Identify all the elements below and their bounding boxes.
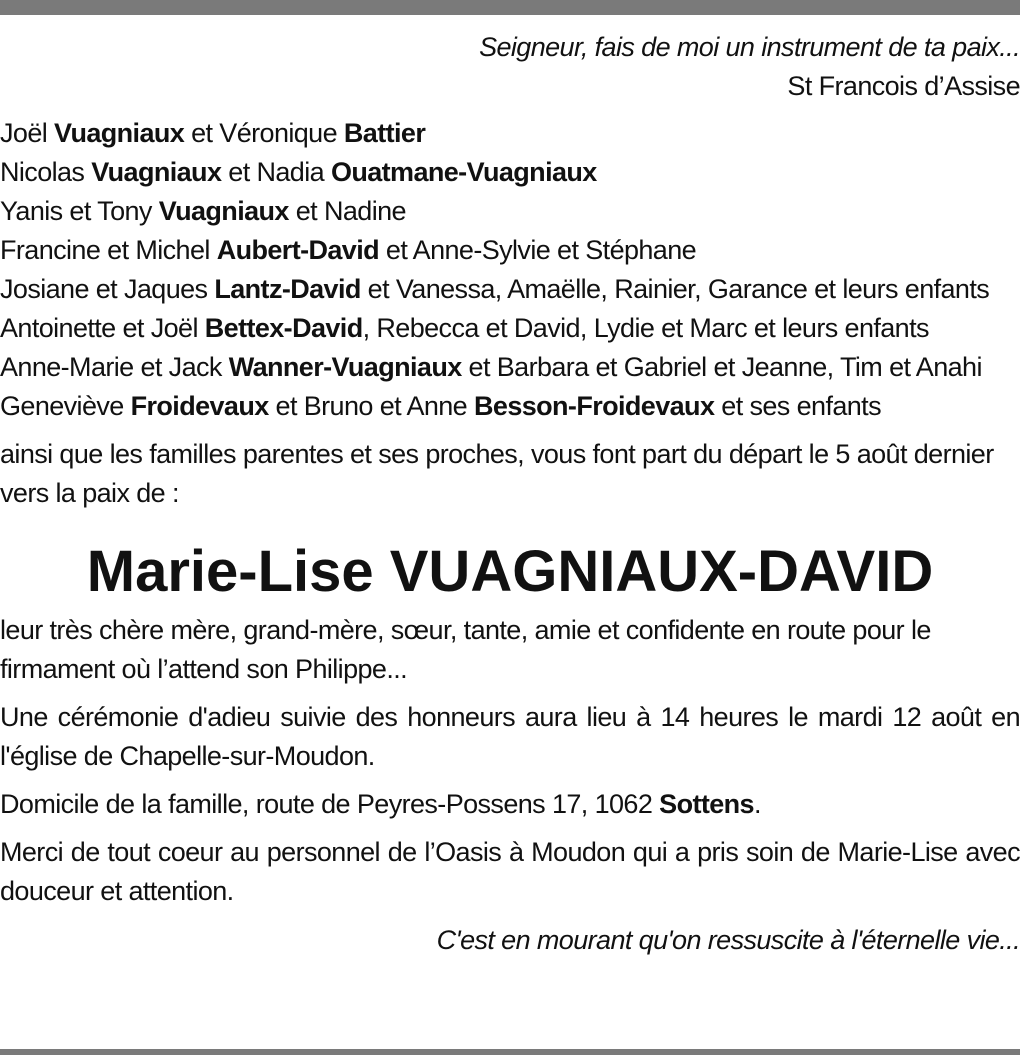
deceased-name: Marie-Lise VUAGNIAUX-DAVID xyxy=(86,539,934,604)
family-surname: Besson-Froidevaux xyxy=(474,391,715,421)
family-surname: Bettex-David xyxy=(204,313,363,343)
family-surname: Vuagniaux xyxy=(54,118,185,148)
ceremony-paragraph: Une cérémonie d'adieu suivie des honneurs aura lieu à 14 heures le mardi 12 août en l'église de Chapelle-sur-Moudon. xyxy=(0,702,1020,771)
domicile-end: . xyxy=(753,789,761,819)
family-surname: Battier xyxy=(343,118,426,148)
family-text: et Véronique xyxy=(184,118,344,148)
family-surname: Ouatmane-Vuagniaux xyxy=(330,157,597,187)
family-line xyxy=(0,309,1020,348)
obituary-notice xyxy=(0,28,1020,960)
family-surname: Froidevaux xyxy=(130,391,269,421)
epigraph-author: St Francois d’Assise xyxy=(787,71,1020,101)
domicile-town: Sottens xyxy=(659,789,754,819)
bottom-border xyxy=(0,1049,1020,1055)
top-border xyxy=(0,0,1020,15)
thanks-paragraph: Merci de tout coeur au personnel de l’Oasis à Moudon qui a pris soin de Marie-Lise avec douceur et attention. xyxy=(0,837,1020,906)
family-text: et Nadia xyxy=(221,157,331,187)
family-surname: Vuagniaux xyxy=(158,196,289,226)
family-text: Joël xyxy=(0,118,55,148)
family-surname: Wanner-Vuagniaux xyxy=(228,352,462,382)
family-text: Antoinette et Joël xyxy=(0,313,205,343)
family-text: et ses enfants xyxy=(714,391,881,421)
family-text: et Anne-Sylvie et Stéphane xyxy=(379,235,697,265)
family-text: Josiane et Jaques xyxy=(0,274,215,304)
family-text: Francine et Michel xyxy=(0,235,217,265)
family-text: et Bruno et Anne xyxy=(268,391,474,421)
family-text: Yanis et Tony xyxy=(0,196,159,226)
family-line xyxy=(0,231,1020,270)
domicile-text: Domicile de la famille, route de Peyres-Possens 17, 1062 xyxy=(0,789,660,819)
family-line xyxy=(0,192,1020,231)
epigraph-quote: Seigneur, fais de moi un instrument de ta paix... xyxy=(479,32,1020,62)
family-text: Nicolas xyxy=(0,157,92,187)
family-list xyxy=(0,114,1020,426)
family-line xyxy=(0,114,1020,153)
family-text: Geneviève xyxy=(0,391,131,421)
family-surname: Vuagniaux xyxy=(91,157,222,187)
family-text: Anne-Marie et Jack xyxy=(0,352,229,382)
family-line xyxy=(0,387,1020,426)
family-line xyxy=(0,348,1020,387)
closing-quote: C'est en mourant qu'on ressuscite à l'éternelle vie... xyxy=(436,925,1020,955)
description-paragraph: leur très chère mère, grand-mère, sœur, tante, amie et confidente en route pour le firmament où l’attend son Philippe... xyxy=(0,615,931,684)
intro-paragraph: ainsi que les familles parentes et ses proches, vous font part du départ le 5 août dernier vers la paix de : xyxy=(0,439,994,508)
domicile-paragraph xyxy=(0,785,1020,824)
family-line xyxy=(0,270,1020,309)
family-line xyxy=(0,153,1020,192)
family-text: et Barbara et Gabriel et Jeanne, Tim et Anahi xyxy=(461,352,982,382)
family-text: et Vanessa, Amaëlle, Rainier, Garance et leurs enfants xyxy=(360,274,990,304)
family-text: et Nadine xyxy=(288,196,406,226)
family-text: , Rebecca et David, Lydie et Marc et leurs enfants xyxy=(362,313,929,343)
family-surname: Lantz-David xyxy=(214,274,361,304)
family-surname: Aubert-David xyxy=(216,235,380,265)
